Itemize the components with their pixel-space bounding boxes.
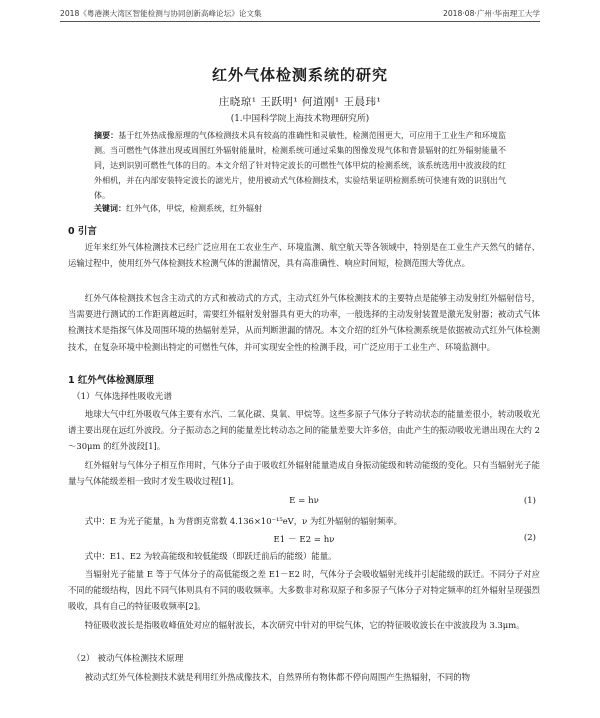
abstract xyxy=(94,128,506,203)
paragraph-intro-2: 红外气体检测技术包含主动式的方式和被动式的方式，主动式红外气体检测技术的主要特点是能够主动发射红外辐射信号，当需要进行测试的工作距离越远时，需要红外辐射发射器具有更大的功率，一般选择的主动发射装置是激光发射器；被动式气体检测技术是指探气体及周围环境的热辐射差异，从而判断泄漏的情况。本文介绍的红外气体检测系统是依据被动式红外气体检测技术，在复杂环境中检测出特定的可燃性气体，并可实现安全性的检测手段，可广泛应用于工业生产、环境监测中。 xyxy=(68,293,540,352)
equation-2-number: (2) xyxy=(523,533,536,543)
header-right: 2018·08·广州·华南理工大学 xyxy=(443,9,540,18)
equation-1-body: E = hν xyxy=(289,496,319,506)
abstract-text: 基于红外热成像原理的气体检测技术具有较高的准确性和灵敏性，检测范围更大，可应用于工业生产和环境监测。当可燃性气体泄出现或周围红外辐射能量时，检测系统可通过采集的图像发现气体和背景辐射的红外辐射能量不同，达到识别可燃性气体的目的。本文介绍了针对特定波长的可燃性气体甲烷的检测系统，该系统选用中波波段的红外相机，并在内部安装特定波长的滤光片，使用被动式气体检测技术，实验结果证明检测系统可快速有效的识别出气体。 xyxy=(94,131,507,200)
paragraph-passive: 被动式红外气体检测技术就是利用红外热成像技术，自然界所有物体都不停向周围产生热辐射，不同的物 xyxy=(84,672,471,682)
keywords-text: 红外气体，甲烷，检测系统，红外辐射 xyxy=(126,204,262,213)
paper-title: 红外气体检测系统的研究 xyxy=(211,66,388,84)
equation-1-note: 式中：E 为光子能量，h 为普朗克常数 4.136×10⁻¹⁵eV，ν 为红外辐射的辐射频率。 xyxy=(84,516,402,526)
equation-1 xyxy=(68,496,540,510)
equation-2-note: 式中：E1、E2 为较高能级和较低能级（即跃迁前后的能级）能量。 xyxy=(84,551,337,561)
subsection-heading-passive: （2） 被动气体检测技术原理 xyxy=(72,654,184,664)
paragraph-transition: 当辐射光子能量 E 等于气体分子的高低能级之差 E1－E2 时，气体分子会吸收辐射光线并引起能级的跃迁。不同分子对应不同的能级结构，因此不同气体则具有不同的吸收频率。大多数非对称双原子和多原子气体分子对特定频率的红外辐射呈现强烈吸收，具有自己的特征吸收频率[2]。 xyxy=(68,569,540,612)
section-heading-principle: 1 红外气体检测原理 xyxy=(68,375,154,386)
paragraph-absorption: 地球大气中红外吸收气体主要有水汽、二氧化碳、臭氧、甲烷等。这些多原子气体分子转动状态的能量差很小，转动吸收光谱主要出现在远红外波段。分子振动态之间的能量差比转动态之间的能量差要大许多倍，由此产生的振动吸收光谱出现在大约 2～30μm 的红外波段[1]。 xyxy=(68,409,540,452)
equation-2-body: E1 － E2 = hν xyxy=(273,535,335,545)
paragraph-intro-1: 近年来红外气体检测技术已经广泛应用在工农业生产、环境监测、航空航天等各领域中，特别是在工业生产天然气的储存、运输过程中，使用红外气体检测技术检测气体的泄漏情况，具有高准确性、响应时间短，检测范围大等优点。 xyxy=(68,242,540,269)
header-rule xyxy=(60,21,540,22)
equation-2 xyxy=(68,533,540,547)
abstract-label: 摘要： xyxy=(94,131,119,140)
header-left: 2018《粤港澳大湾区智能检测与协同创新高峰论坛》论文集 xyxy=(60,9,262,18)
subsection-heading-absorption: （1）气体选择性吸收光谱 xyxy=(72,392,172,402)
running-header xyxy=(60,6,540,20)
paragraph-characteristic: 特征吸收波长是指吸收峰值处对应的辐射波长，本次研究中针对的甲烷气体，它的特征吸收波长在中波波段为 3.3μm。 xyxy=(84,620,525,630)
affiliation: (1.中国科学院上海技术物理研究所) xyxy=(230,114,370,124)
section-heading-introduction: 0 引言 xyxy=(68,226,97,237)
keywords xyxy=(94,203,506,214)
equation-1-number: (1) xyxy=(523,496,536,506)
keywords-label: 关键词： xyxy=(94,204,126,213)
author-list: 庄晓琼¹ 王跃明¹ 何道刚¹ 王晨玮¹ xyxy=(218,96,382,108)
paragraph-interaction: 红外辐射与气体分子相互作用时，气体分子由于吸收红外辐射能量造成自身振动能级和转动能级的变化。只有当辐射光子能量与气体能级差相一致时才发生吸收过程[1]。 xyxy=(68,460,540,487)
